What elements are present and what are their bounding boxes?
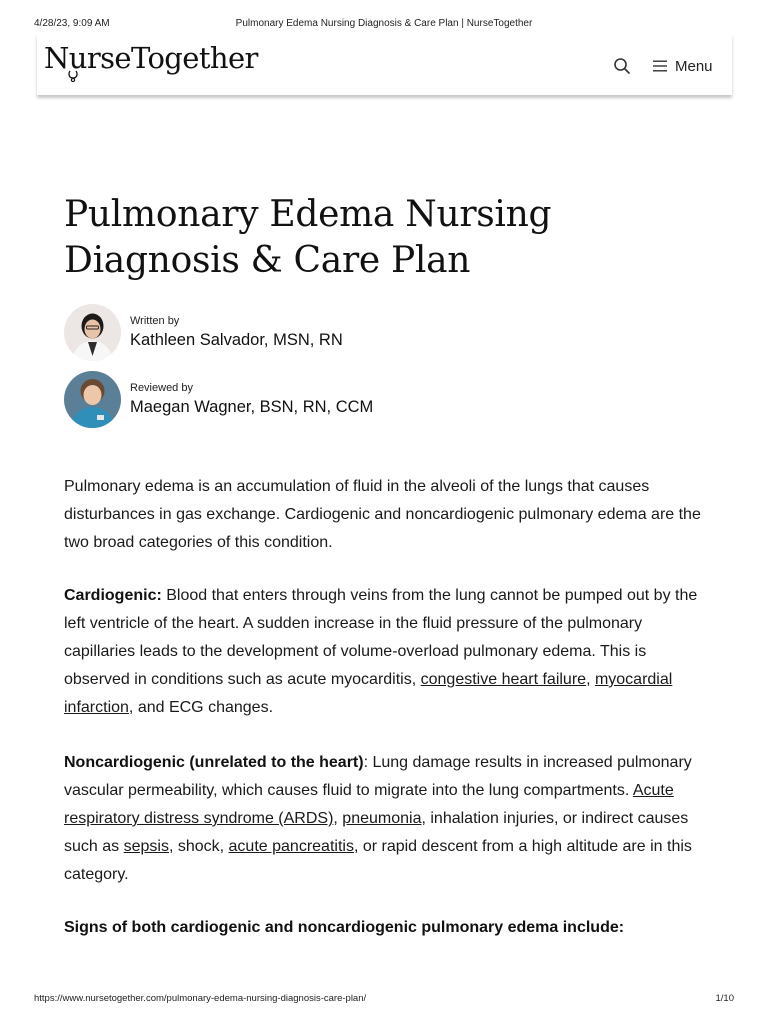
site-logo[interactable]: NurseTogether — [44, 41, 258, 75]
menu-button[interactable] — [653, 56, 713, 76]
link-ards[interactable]: Acute respiratory distress syndrome (ARDS) — [64, 782, 674, 827]
author-reviewer — [64, 371, 464, 429]
separator: , — [586, 671, 595, 688]
print-header — [34, 18, 734, 32]
link-congestive-heart-failure[interactable]: congestive heart failure — [420, 671, 587, 688]
author-role: Written by — [130, 315, 180, 327]
search-icon[interactable] — [613, 57, 631, 75]
print-url: https://www.nursetogether.com/pulmonary-edema-nursing-diagnosis-care-plan/ — [34, 993, 367, 1004]
link-acute-pancreatitis[interactable]: acute pancreatitis — [228, 838, 354, 855]
hamburger-icon — [653, 60, 667, 72]
author-name[interactable]: Kathleen Salvador, MSN, RN — [130, 331, 343, 349]
separator: , — [333, 810, 343, 827]
noncardiogenic-label: Noncardiogenic (unrelated to the heart) — [64, 754, 364, 771]
article-title: Pulmonary Edema Nursing Diagnosis & Care Plan — [64, 194, 552, 281]
cardiogenic-label: Cardiogenic: — [64, 587, 162, 604]
reviewer-name[interactable]: Maegan Wagner, BSN, RN, CCM — [130, 398, 374, 416]
cardiogenic-text: Blood that enters through veins from the lung cannot be pumped out by the left ventricle of the heart. A sudden increase in the fluid pressure of the pulmonary capillaries leads to the development of volume-overload pulmonary edema. This is observed in conditions such as acute myocarditis, — [64, 587, 698, 688]
noncardiogenic-text-2: , inhalation injuries, or indirect causes such as — [64, 810, 689, 855]
intro-paragraph: Pulmonary edema is an accumulation of fluid in the alveoli of the lungs that causes disturbances in gas exchange. Cardiogenic and noncardiogenic pulmonary edema are the two broad categories of this condition. — [64, 478, 701, 551]
print-page-number: 1/10 — [715, 993, 734, 1004]
noncardiogenic-text-4: , or rapid descent from a high altitude are in this category. — [64, 838, 692, 883]
link-myocardial-infarction[interactable]: myocardial infarction — [64, 671, 673, 716]
cardiogenic-text-end: , and ECG changes. — [128, 699, 274, 716]
menu-label: Menu — [675, 57, 713, 75]
print-doc-title: Pulmonary Edema Nursing Diagnosis & Care Plan | NurseTogether — [235, 18, 533, 29]
reviewer-role: Reviewed by — [130, 382, 193, 394]
site-header — [37, 34, 732, 95]
signs-heading-text: Signs of both cardiogenic and noncardiogenic pulmonary edema include: — [64, 919, 625, 936]
link-sepsis[interactable]: sepsis — [123, 838, 169, 855]
print-date: 4/28/23, 9:09 AM — [34, 18, 110, 29]
author-avatar[interactable] — [64, 304, 121, 361]
reviewer-avatar[interactable] — [64, 371, 121, 428]
link-pneumonia[interactable]: pneumonia — [342, 810, 422, 827]
author-writer — [64, 304, 464, 362]
logo-stethoscope-icon — [67, 70, 79, 82]
signs-heading — [64, 914, 714, 942]
noncardiogenic-text-3: , shock, — [168, 838, 229, 855]
cardiogenic-paragraph — [64, 582, 714, 722]
noncardiogenic-paragraph — [64, 749, 714, 889]
noncardiogenic-text: : Lung damage results in increased pulmonary vascular permeability, which causes fluid to migrate into the lung compartments. — [64, 754, 692, 799]
